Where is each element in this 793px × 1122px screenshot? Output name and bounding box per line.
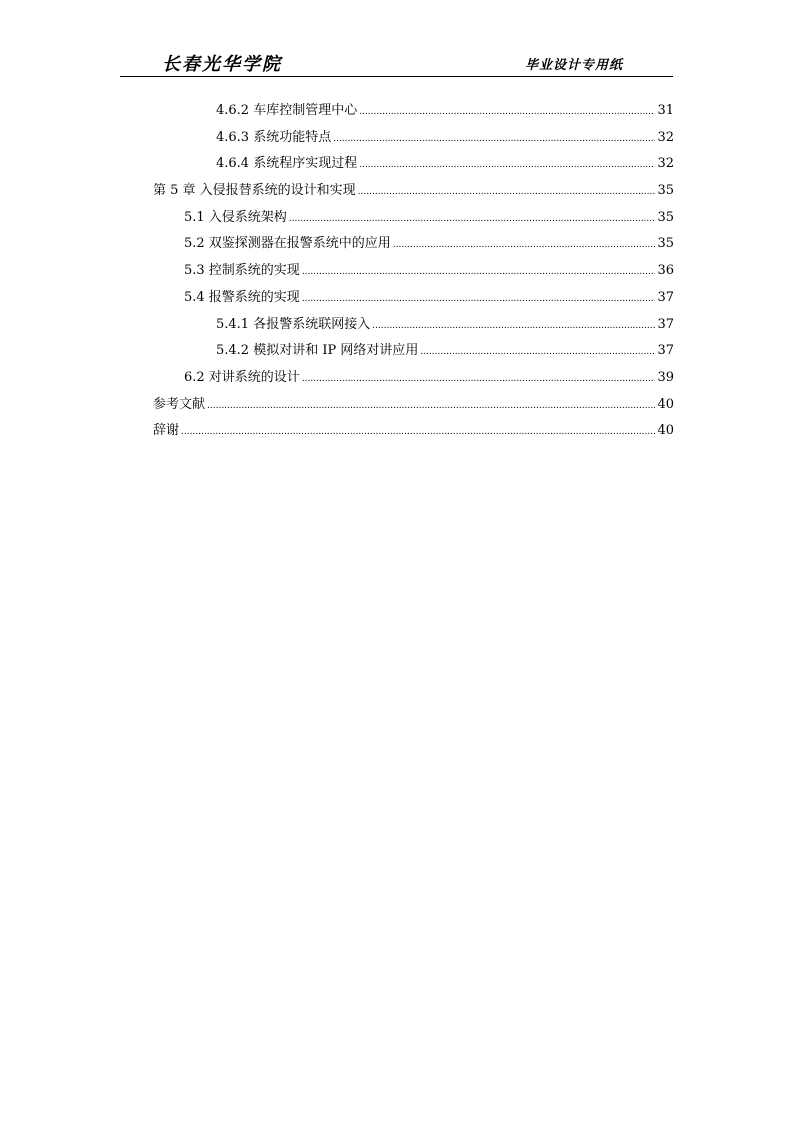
toc-dot-leader (393, 232, 656, 259)
toc-dot-leader (359, 152, 655, 179)
toc-entry-title: 4.6.4 系统程序实现过程 (216, 156, 358, 172)
toc-entry[interactable] (153, 365, 674, 392)
toc-dot-leader (289, 206, 656, 233)
toc-entry-page: 32 (657, 129, 674, 145)
paper-label: 毕业设计专用纸 (524, 58, 623, 73)
toc-entry-page: 35 (657, 209, 674, 225)
toc-dot-leader (302, 286, 656, 313)
toc-entry-page: 37 (657, 343, 674, 359)
toc-dot-leader (333, 126, 655, 153)
toc-dot-leader (302, 366, 656, 393)
toc-entry-title: 第 5 章 入侵报替系统的设计和实现 (153, 183, 356, 199)
toc-entry-title: 5.4 报警系统的实现 (184, 289, 300, 305)
toc-dot-leader (181, 419, 655, 446)
toc-entry[interactable] (153, 125, 674, 152)
toc-entry-title: 5.2 双鉴探测器在报警系统中的应用 (184, 236, 391, 252)
toc-entry-title: 5.3 控制系统的实现 (184, 263, 300, 279)
toc-entry[interactable] (153, 205, 674, 232)
toc-dot-leader (359, 99, 655, 126)
toc-entry[interactable] (153, 258, 674, 285)
toc-entry-title: 辞谢 (153, 423, 180, 439)
toc-entry-page: 35 (657, 236, 674, 252)
toc-entry-page: 36 (657, 263, 674, 279)
toc-entry[interactable] (153, 392, 674, 419)
toc-entry-title: 5.4.2 模拟对讲和 IP 网络对讲应用 (216, 343, 419, 359)
toc-dot-leader (372, 313, 655, 340)
page-header (120, 48, 673, 77)
toc-entry[interactable] (153, 285, 674, 312)
toc-dot-leader (358, 179, 656, 206)
toc-entry-title: 5.1 入侵系统架构 (184, 209, 287, 225)
toc-entry-title: 4.6.2 车库控制管理中心 (216, 103, 358, 118)
toc-entry-title: 4.6.3 系统功能特点 (216, 129, 332, 145)
toc-entry-page: 40 (657, 423, 674, 439)
toc-entry-page: 40 (657, 396, 674, 412)
toc-entry-page: 39 (657, 369, 674, 385)
toc-entry[interactable] (153, 231, 674, 258)
toc-entry-page: 31 (657, 103, 674, 118)
table-of-contents (153, 98, 674, 445)
toc-entry-page: 37 (657, 316, 674, 332)
toc-entry-page: 32 (657, 156, 674, 172)
toc-entry[interactable] (153, 151, 674, 178)
toc-dot-leader (207, 393, 655, 420)
toc-entry-title: 参考文献 (153, 396, 206, 412)
toc-entry[interactable] (153, 312, 674, 339)
toc-entry[interactable] (153, 338, 674, 365)
toc-entry[interactable] (153, 98, 674, 125)
toc-dot-leader (302, 259, 656, 286)
institution-name: 长春光华学院 (162, 54, 282, 75)
toc-entry-page: 37 (657, 289, 674, 305)
toc-dot-leader (420, 339, 655, 366)
toc-entry[interactable] (153, 178, 674, 205)
toc-entry-title: 5.4.1 各报警系统联网接入 (216, 316, 371, 332)
toc-entry-title: 6.2 对讲系统的设计 (184, 369, 300, 385)
toc-entry[interactable] (153, 418, 674, 445)
toc-entry-page: 35 (657, 183, 674, 199)
